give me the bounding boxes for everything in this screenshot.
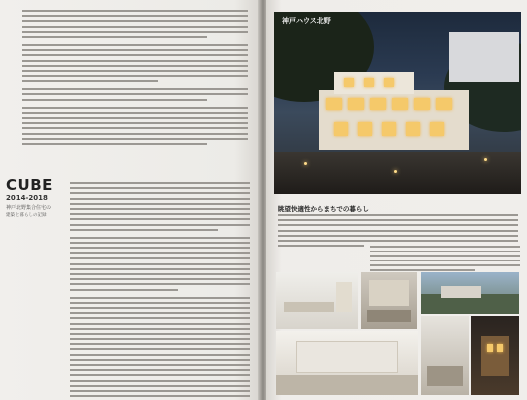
body-text-column [70, 182, 250, 400]
section-subtitle: 神戸北野集合住宅の [6, 205, 52, 211]
exterior-photo-view [421, 272, 519, 314]
interior-photo-room [361, 272, 417, 329]
hero-caption: 神戸ハウス北野 [282, 17, 331, 25]
hero-photo-night-building [274, 12, 521, 194]
left-page [0, 0, 260, 400]
project-info-block [370, 246, 520, 274]
exterior-photo-night [471, 316, 519, 395]
right-page [266, 0, 527, 400]
interior-photo-kitchen [276, 331, 418, 395]
section-years: 2014-2018 [6, 194, 48, 202]
interior-photo-bedroom [421, 316, 469, 395]
section-title: CUBE [6, 176, 53, 194]
intro-text-block [22, 10, 248, 151]
section-title-block [6, 178, 66, 219]
section-heading: 眺望快適性からまちでの暮らし [278, 205, 369, 213]
right-body-text [278, 214, 518, 250]
interior-photo-living [276, 272, 358, 329]
section-subtitle-2: 建築と暮らしの記録 [6, 213, 47, 218]
